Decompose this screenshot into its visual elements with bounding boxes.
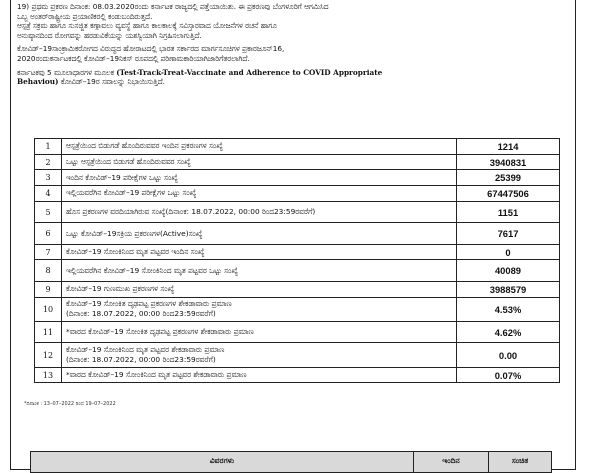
row-number: 8	[35, 260, 62, 282]
date-footnote: *ದಿನಾಂಕ : 13–07–2022 ರಿಂದ 19–07–2022	[24, 401, 116, 407]
row-label: ಇಲ್ಲಿಯವರೆಗಿನ ಕೋವಿಡ್–19 ಸೋಂಕಿನಿಂದ ಮೃತ ಪಟ್ಟವರ ಒಟ್ಟು ಸಂಖ್ಯೆ	[62, 260, 457, 282]
row-number: 3	[35, 170, 62, 186]
header-cumulative: ಸಂಚಿತ	[489, 452, 552, 473]
table-row	[35, 343, 560, 367]
intro-line: 2020ರಂದುಕರ್ನಾಟಕದಲ್ಲಿ ಕೋವಿಡ್–19ನಿಕಸ್ ರೂಪದಲ್ಲಿ ಪರಿಣಾಮಕಾರಿಯಾಗಿಜಾರಿಗೆತರಲಾಗಿದೆ.	[17, 53, 250, 63]
row-label	[62, 343, 457, 367]
intro-line: ಒಬ್ಬ ಅಂತರ್‌ರಾಷ್ಟ್ರೀಯ ಪ್ರಯಾಣಿಕರಲ್ಲಿ ಕಂಡುಬಂದಿರುತ್ತದೆ.	[17, 11, 153, 21]
intro-line: ಕರ್ನಾಟಕವು 5 ಮೂಲಾಧಾರಗಳ ಮೂಲಕ	[17, 67, 114, 77]
row-value: 0.07%	[457, 367, 560, 383]
header-details: ವಿವರಗಳು	[31, 452, 414, 473]
intro-paragraph-1	[17, 2, 569, 21]
intro-line: ಆಸ್ಪತ್ರೆ ಸಕ್ರಮ ಹಾಗೂ ಸುಸಜ್ಜಿತ ಕಣ್ಗಾವಲು ವ್ಯವಸ್ಥೆ ಹಾಗೂ ಕಾಲಕಾಲಕ್ಕೆ ಸವಿಸ್ತಾರವಾದ ಯೋಜನೆಗಳ ರಚನೆ ಹಾಗೂ	[17, 21, 277, 31]
row-value: 4.62%	[457, 321, 560, 343]
table-row	[35, 281, 560, 297]
intro-paragraph-4	[17, 68, 569, 87]
row-value: 1151	[457, 201, 560, 223]
table-row	[35, 367, 560, 383]
row-label: ಇಂದಿನ ಕೋವಿಡ್–19 ಪರೀಕ್ಷೆಗಳ ಒಟ್ಟು ಸಂಖ್ಯೆ	[62, 170, 457, 186]
intro-line-bold: Behaviou)	[17, 77, 59, 87]
row-value: 40089	[457, 260, 560, 282]
row-label: ಒಟ್ಟು ಆಸ್ಪತ್ರೆಯಿಂದ ಬಿಡುಗಡೆ ಹೊಂದಿರುವವರ ಸಂಖ್ಯೆ	[62, 154, 457, 170]
row-value: 1214	[457, 139, 560, 155]
intro-paragraph-3	[17, 44, 569, 63]
row-label: ಹೊಸ ಪ್ರಕರಣಗಳ ವರದಿಯಾಗಿರುವ ಸಂಖ್ಯೆ(ದಿನಾಂಕ: 18.07.2022, 00:00 ರಿಂದ23:59ರವರೆಗೆ)	[62, 201, 457, 223]
row-number: 6	[35, 223, 62, 245]
table-row	[35, 154, 560, 170]
row-label: ಒಟ್ಟು ಕೋವಿಡ್–19ಸಕ್ರಿಯ ಪ್ರಕರಣಗಳ(Active)ಸಂಖ್ಯೆ	[62, 223, 457, 245]
row-value: 0.00	[457, 343, 560, 367]
row-number: 7	[35, 244, 62, 260]
table-row	[35, 244, 560, 260]
row-label: ಕೋವಿಡ್–19 ಸೋಂಕಿನಿಂದ ಮೃತ ಪಟ್ಟವರ ಇಂದಿನ ಸಂಖ್ಯೆ	[62, 244, 457, 260]
row-number: 13	[35, 367, 62, 383]
row-label: ಆಸ್ಪತ್ರೆಯಿಂದ ಬಿಡುಗಡೆ ಹೊಂದಿರುವವರ ಇಂದಿನ ಪ್ರಕರಣಗಳ ಸಂಖ್ಯೆ	[62, 139, 457, 155]
row-number: 4	[35, 186, 62, 202]
row-label-main: ಕೋವಿಡ್–19 ಸೋಂಕಿನಿಂದ ಮೃತ ಪಟ್ಟವರ ಶೇಕಡಾವಾರು ಪ್ರಮಾಣ	[66, 345, 225, 355]
row-value: 3940831	[457, 154, 560, 170]
intro-paragraph-2	[17, 21, 569, 40]
row-value: 0	[457, 244, 560, 260]
covid-stats-table	[34, 138, 560, 383]
row-label: *ವಾರದ ಕೋವಿಡ್–19 ಸೋಂಕಿನಿಂದ ಮೃತ ಪಟ್ಟವರ ಶೇಕಡಾವಾರು ಪ್ರಮಾಣ	[62, 367, 457, 383]
intro-text	[17, 2, 569, 87]
table-row	[35, 201, 560, 223]
intro-line: ಅನುಷ್ಠಾನದಿಂದ ರೋಗವನ್ನು ಹರಡುವಿಕೆಯನ್ನು ಯಶಸ್ವಿಯಾಗಿ ನಿಗ್ರಹಿಸಲಾಗುತ್ತಿದೆ.	[17, 30, 202, 40]
table-row	[35, 170, 560, 186]
intro-line-bold: (Test-Track-Treat-Vaccinate and Adherence to COVID Appropriate	[116, 67, 383, 77]
row-value: 3988579	[457, 281, 560, 297]
table-row	[35, 321, 560, 343]
row-number: 1	[35, 139, 62, 155]
table-row	[35, 260, 560, 282]
row-label: ಕೋವಿಡ್–19 ಗುಣಮುಖ ಪ್ರಕರಣಗಳ ಸಂಖ್ಯೆ	[62, 281, 457, 297]
table-header-row	[31, 452, 552, 473]
row-number: 2	[35, 154, 62, 170]
row-value: 4.53%	[457, 297, 560, 321]
row-label	[62, 297, 457, 321]
row-number: 10	[35, 297, 62, 321]
row-value: 7617	[457, 223, 560, 245]
row-value: 67447506	[457, 186, 560, 202]
row-label: *ವಾರದ ಕೋವಿಡ್–19 ಸೋಂಕಿತ ದೃಢಪಟ್ಟ ಪ್ರಕರಣಗಳ ಶೇಕಡಾವಾರು ಪ್ರಮಾಣ	[62, 321, 457, 343]
row-label: ಇಲ್ಲಿಯವರೆಗಿನ ಕೋವಿಡ್–19 ಪರೀಕ್ಷೆಗಳ ಒಟ್ಟು ಸಂಖ್ಯೆ	[62, 186, 457, 202]
intro-line: ಕೋವಿಡ್–19ಸಾಂಕ್ರಾಮಿಕರೋಗದ ವಿರುದ್ಧದ ಹೋರಾಟದಲ್ಲಿ ಭಾರತ ಸರ್ಕಾರದ ಮಾರ್ಗಸೂಚಿಗಳ ಪ್ರಕಾರಜೂನ್16,	[17, 44, 285, 54]
table-row	[35, 186, 560, 202]
row-number: 11	[35, 321, 62, 343]
table-row	[35, 139, 560, 155]
row-number: 9	[35, 281, 62, 297]
intro-line: 19) ಪ್ರಥಮ ಪ್ರಕರಣ ದಿನಾಂಕ: 08.03.2020ರಂದು ಕರ್ನಾಟಕ ರಾಜ್ಯದಲ್ಲಿ ಪತ್ತೆಯಾಯಿತು. ಈ ಪ್ರಕರಣವು ಬೆಂಗಳೂರಿಗೆ ಆಗಮಿಸಿದ	[17, 2, 329, 11]
row-number: 5	[35, 201, 62, 223]
table-row	[35, 297, 560, 321]
row-label-date: (ದಿನಾಂಕ: 18.07.2022, 00:00 ರಿಂದ23:59ರವರೆಗೆ)	[66, 309, 216, 319]
table-row	[35, 223, 560, 245]
row-label-main: ಕೋವಿಡ್–19 ಸೋಂಕಿತ ದೃಢಪಟ್ಟ ಪ್ರಕರಣಗಳ ಶೇಕಡಾವಾರು ಪ್ರಮಾಣ	[66, 299, 232, 309]
row-value: 25399	[457, 170, 560, 186]
row-label-date: (ದಿನಾಂಕ: 18.07.2022, 00:00 ರಿಂದ23:59ರವರೆಗೆ)	[66, 355, 216, 365]
intro-line: ಕೋವಿಡ್–19ರ ಸವಾಲನ್ನು ನಿಭಾಯಿಸುತ್ತಿದೆ.	[60, 77, 165, 87]
row-number: 12	[35, 343, 62, 367]
header-today: ಇಂದಿನ	[414, 452, 489, 473]
